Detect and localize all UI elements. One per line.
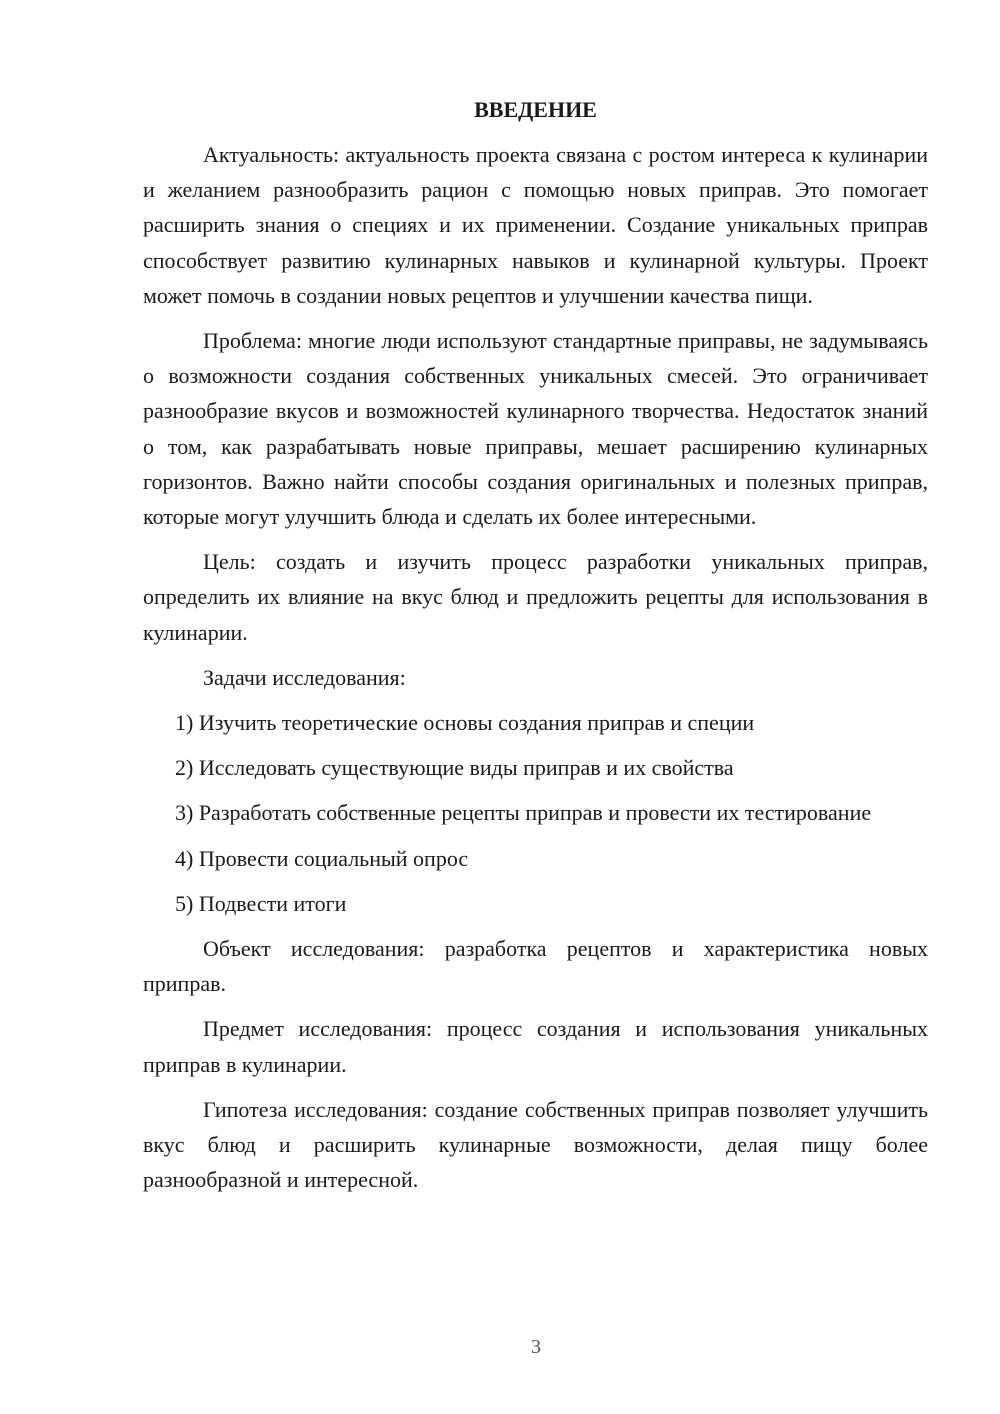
task-item-4: 4) Провести социальный опрос bbox=[175, 845, 469, 871]
task-item-2: 2) Исследовать существующие виды приправ и их свойства bbox=[175, 755, 734, 781]
page-content bbox=[143, 92, 928, 1207]
task-item-1: 1) Изучить теоретические основы создания приправ и специи bbox=[175, 710, 755, 736]
paragraph-goal: Цель: создать и изучить процесс разработки уникальных приправ, определить их влияние на вкус блюд и предложить рецепты для использования в кулинарии. bbox=[143, 549, 928, 645]
task-item-5: 5) Подвести итоги bbox=[175, 890, 347, 916]
paragraph-problem: Проблема: многие люди используют стандартные приправы, не задумываясь о возможности создания собственных уникальных смесей. Это ограничивает разнообразие вкусов и возможностей кулинарного творчества. Недостаток знаний о том, как разрабатывать новые приправы, мешает расширению кулинарных горизонтов. Важно найти способы создания оригинальных и полезных приправ, которые могут улучшить блюда и сделать их более интересными. bbox=[143, 328, 928, 530]
page-number: 3 bbox=[531, 1336, 541, 1358]
tasks-title: Задачи исследования: bbox=[203, 664, 406, 690]
paragraph-hypothesis: Гипотеза исследования: создание собственных приправ позволяет улучшить вкус блюд и расширить кулинарные возможности, делая пищу более разнообразной и интересной. bbox=[143, 1096, 928, 1193]
paragraph-relevance: Актуальность: актуальность проекта связана с ростом интереса к кулинарии и желанием разнообразить рацион с помощью новых приправ. Это помогает расширить знания о специях и их применении. Создание уникальных приправ способствует развитию кулинарных навыков и кулинарной культуры. Проект может помочь в создании новых рецептов и улучшении качества пищи. bbox=[143, 142, 928, 308]
paragraph-subject: Предмет исследования: процесс создания и использования уникальных приправ в кулинарии. bbox=[143, 1016, 928, 1077]
section-heading: ВВЕДЕНИЕ bbox=[474, 97, 597, 122]
paragraph-object: Объект исследования: разработка рецептов и характеристика новых приправ. bbox=[143, 936, 928, 997]
task-item-3: 3) Разработать собственные рецепты приправ и провести их тестирование bbox=[175, 800, 872, 826]
